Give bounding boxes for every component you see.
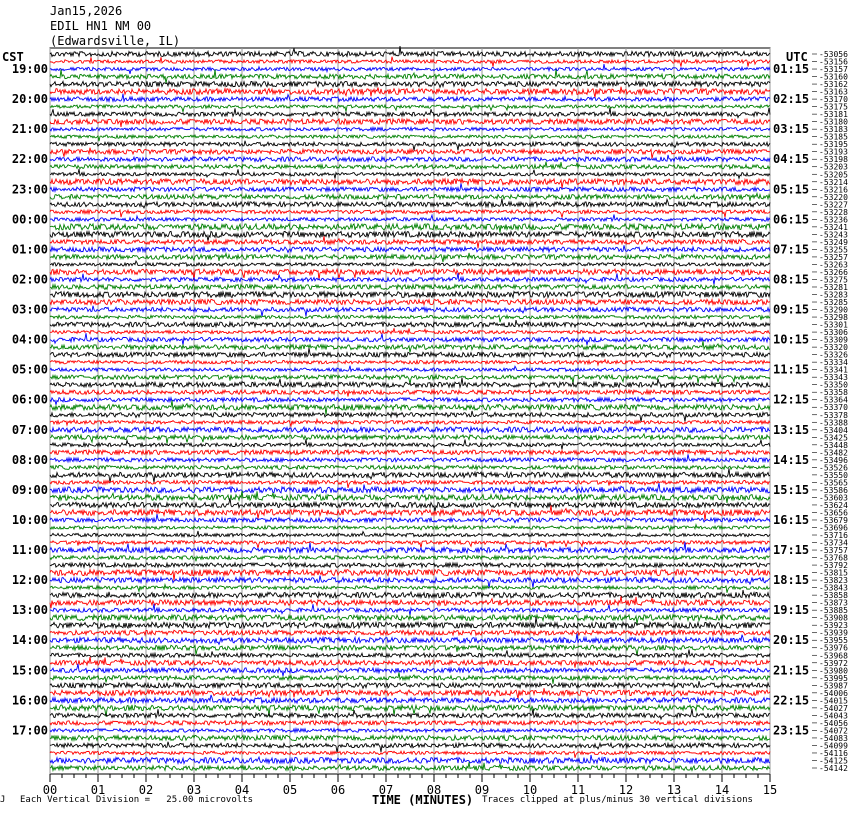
seismic-trace	[50, 664, 770, 676]
left-hour-label: 23:00	[11, 182, 48, 197]
right-hour-label: 16:15	[773, 513, 810, 527]
seismic-trace	[50, 105, 770, 112]
x-tick-label: 14	[714, 783, 730, 797]
right-hour-label: 18:15	[773, 573, 810, 588]
trace-value-label: -53734	[819, 538, 848, 548]
trace-value-label: -53193	[819, 147, 848, 157]
trace-value-label: -53301	[819, 320, 848, 330]
trace-value-label: -53203	[819, 162, 848, 172]
trace-value-label: -53309	[819, 335, 848, 345]
trace-value-label: -54006	[819, 688, 848, 698]
seismic-trace	[50, 615, 770, 624]
header-date: Jan15,2026	[50, 4, 123, 18]
seismic-trace	[50, 729, 770, 733]
trace-value-label: -53987	[819, 681, 848, 691]
trace-value-label: -53995	[819, 673, 848, 683]
trace-value-label: -53370	[819, 403, 848, 413]
seismic-trace	[50, 465, 770, 469]
left-hour-label: 05:00	[11, 362, 48, 377]
header-location: (Edwardsville, IL)	[50, 34, 181, 48]
x-tick-label: 07	[378, 783, 394, 797]
seismic-trace	[50, 87, 770, 98]
left-hour-label: 03:00	[11, 302, 48, 317]
trace-value-label: -53656	[819, 508, 848, 518]
trace-value-label: -53757	[819, 546, 848, 555]
left-hour-label: 06:00	[11, 392, 48, 407]
trace-value-label: -53858	[819, 591, 848, 601]
left-hour-label: 15:00	[11, 663, 48, 678]
seismic-trace	[50, 148, 770, 159]
header-station: EDIL HN1 NM 00	[50, 19, 152, 33]
trace-value-label: -53939	[819, 628, 848, 638]
seismic-trace	[50, 390, 770, 397]
seismic-trace	[50, 556, 770, 562]
trace-value-label: -53281	[819, 283, 848, 292]
left-hour-label: 20:00	[11, 92, 48, 107]
seismic-trace	[50, 751, 770, 758]
seismic-trace	[50, 273, 770, 285]
right-hour-label: 10:15	[773, 332, 810, 347]
seismic-trace	[50, 531, 770, 537]
trace-value-label: -53163	[819, 87, 848, 97]
trace-value-label: -53236	[819, 215, 848, 225]
left-hour-label: 02:00	[11, 272, 48, 287]
seismic-trace	[50, 69, 770, 83]
trace-value-label: -53183	[819, 125, 848, 135]
right-hour-label: 06:15	[773, 212, 810, 227]
trace-value-label: -53198	[819, 155, 848, 165]
x-tick-label: 13	[666, 783, 682, 797]
trace-value-label: -53320	[819, 343, 848, 353]
trace-value-label: -54116	[819, 749, 848, 758]
right-hour-label: 22:15	[773, 693, 810, 708]
left-hour-label: 00:00	[11, 212, 48, 227]
right-hour-label: 04:15	[773, 152, 810, 167]
right-hour-label: 08:15	[773, 272, 810, 287]
trace-value-label: -53266	[819, 268, 848, 277]
trace-value-label: -53768	[819, 553, 848, 563]
x-tick-label: 09	[474, 783, 490, 797]
seismic-trace	[50, 360, 770, 365]
trace-value-label: -53255	[819, 245, 848, 255]
seismic-trace	[50, 299, 770, 304]
seismic-trace	[50, 183, 770, 191]
trace-value-label: -53624	[819, 500, 848, 510]
trace-value-label: -53843	[819, 583, 848, 593]
trace-value-label: -53227	[819, 200, 848, 210]
trace-value-label: -53968	[819, 651, 848, 661]
left-hour-label: 21:00	[11, 122, 48, 137]
right-hour-label: 03:15	[773, 122, 810, 137]
seismic-trace	[50, 94, 770, 102]
seismic-trace	[50, 762, 770, 770]
trace-value-label: -54083	[819, 733, 848, 743]
left-hour-label: 14:00	[11, 633, 48, 648]
trace-value-label: -54027	[819, 703, 848, 713]
seismic-trace	[50, 341, 770, 352]
trace-value-label: -53976	[819, 643, 848, 653]
trace-value-label: -53162	[819, 80, 848, 90]
seismic-trace	[50, 366, 770, 372]
trace-value-label: -53815	[819, 568, 848, 578]
trace-value-label: -53156	[819, 57, 848, 67]
seismic-trace	[50, 261, 770, 266]
x-tick-label: 00	[42, 783, 58, 797]
trace-value-label: -53448	[819, 440, 848, 450]
trace-value-label: -53249	[819, 237, 848, 247]
right-hour-label: 17:15	[773, 543, 810, 557]
trace-value-label: -53873	[819, 598, 848, 608]
seismic-trace	[50, 681, 770, 688]
x-tick-label: 12	[618, 783, 634, 797]
seismic-trace	[50, 236, 770, 248]
trace-value-label: -53404	[819, 425, 848, 435]
seismic-trace	[50, 596, 770, 608]
seismic-trace	[50, 525, 770, 531]
left-hour-label: 19:00	[11, 62, 48, 76]
left-hour-label: 10:00	[11, 513, 48, 527]
trace-value-label: -53185	[819, 132, 848, 142]
seismic-trace	[50, 328, 770, 334]
right-hour-label: 13:15	[773, 422, 810, 437]
trace-value-label: -53180	[819, 117, 848, 127]
seismic-trace	[50, 253, 770, 262]
right-hour-label: 19:15	[773, 603, 810, 618]
x-tick-label: 15	[762, 783, 778, 797]
trace-value-label: -53216	[819, 185, 848, 195]
seismic-trace	[50, 306, 770, 317]
trace-value-label: -53565	[819, 478, 848, 488]
right-hour-label: 12:15	[773, 392, 810, 407]
trace-value-label: -53550	[819, 470, 848, 480]
trace-value-label: -53823	[819, 576, 848, 586]
trace-value-label: -53923	[819, 621, 848, 631]
right-hour-label: 07:15	[773, 242, 810, 257]
left-hour-label: 11:00	[11, 543, 48, 557]
seismic-trace	[50, 411, 770, 422]
trace-value-label: -54099	[819, 741, 848, 751]
seismic-trace	[50, 224, 770, 233]
trace-value-label: -53343	[819, 373, 848, 383]
left-hour-label: 07:00	[11, 422, 48, 437]
seismic-trace	[50, 419, 770, 426]
seismic-trace	[50, 483, 770, 493]
x-tick-label: 02	[138, 783, 154, 797]
trace-value-label: -53586	[819, 485, 848, 495]
trace-value-label: -53326	[819, 350, 848, 360]
trace-value-label: -53285	[819, 298, 848, 307]
seismic-trace	[50, 320, 770, 327]
trace-value-label: -53496	[819, 455, 848, 465]
right-hour-label: 23:15	[773, 723, 810, 738]
right-hour-label: 21:15	[773, 663, 810, 678]
right-hour-label: 20:15	[773, 633, 810, 648]
trace-value-label: -53679	[819, 516, 848, 525]
trace-value-label: -53350	[819, 380, 848, 390]
seismic-trace	[50, 210, 770, 218]
seismic-trace	[50, 563, 770, 568]
left-hour-label: 16:00	[11, 693, 48, 708]
seismic-trace	[50, 755, 770, 763]
left-hour-label: 17:00	[11, 723, 48, 738]
x-axis-title: TIME (MINUTES)	[372, 793, 474, 807]
seismic-trace	[50, 454, 770, 462]
left-hour-label: 09:00	[11, 482, 48, 497]
trace-value-label: -54056	[819, 718, 848, 728]
left-timezone-label: CST	[2, 50, 24, 64]
trace-value-label: -53955	[819, 636, 848, 646]
left-hour-label: 22:00	[11, 152, 48, 167]
x-tick-label: 08	[426, 783, 442, 797]
trace-value-label: -53220	[819, 192, 848, 202]
right-hour-label: 14:15	[773, 452, 810, 467]
seismic-trace	[50, 179, 770, 188]
trace-value-label: -53364	[819, 395, 848, 405]
trace-value-label: -53257	[819, 252, 848, 262]
trace-value-label: -53341	[819, 365, 848, 375]
x-tick-label: 10	[522, 783, 538, 797]
seismic-trace	[50, 269, 770, 281]
seismic-trace	[50, 481, 770, 488]
seismic-trace	[50, 108, 770, 118]
trace-value-label: -53195	[819, 140, 848, 150]
seismic-trace	[50, 673, 770, 684]
trace-value-label: -53157	[819, 65, 848, 74]
seismic-trace	[50, 162, 770, 169]
seismic-trace	[50, 169, 770, 179]
seismic-trace	[50, 426, 770, 432]
seismic-trace	[50, 721, 770, 725]
trace-value-label: -53696	[819, 523, 848, 533]
trace-value-label: -53716	[819, 531, 848, 540]
trace-value-label: -53175	[819, 102, 848, 112]
seismic-trace	[50, 585, 770, 593]
trace-value-label: -54043	[819, 711, 848, 721]
trace-value-label: -53160	[819, 72, 848, 82]
x-tick-label: 11	[570, 783, 586, 797]
clip-note: Traces clipped at plus/minus 30 vertical divisions	[482, 795, 753, 805]
left-hour-label: 08:00	[11, 452, 48, 467]
trace-value-label: -53388	[819, 418, 848, 428]
seismic-trace	[50, 542, 770, 553]
trace-value-label: -53526	[819, 463, 848, 473]
right-timezone-label: UTC	[786, 50, 808, 64]
seismic-trace	[50, 193, 770, 200]
right-hour-label: 11:15	[773, 362, 810, 377]
trace-value-label: -53181	[819, 110, 848, 120]
seismic-trace	[50, 398, 770, 405]
left-hour-label: 12:00	[11, 573, 48, 588]
right-hour-label: 01:15	[773, 62, 810, 76]
trace-value-label: -53170	[819, 95, 848, 105]
seismic-trace	[50, 135, 770, 141]
seismic-trace	[50, 155, 770, 162]
left-hour-label: 01:00	[11, 242, 48, 257]
x-tick-label: 06	[330, 783, 346, 797]
right-hour-label: 09:15	[773, 302, 810, 317]
trace-value-label: -53056	[819, 50, 848, 59]
scale-note: Each Vertical Division = 25.00 microvolts	[20, 795, 253, 805]
seismic-trace	[50, 590, 770, 598]
seismic-trace	[50, 315, 770, 322]
trace-value-label: -53378	[819, 410, 848, 420]
seismic-trace	[50, 215, 770, 222]
trace-value-label: -53243	[819, 230, 848, 240]
right-hour-label: 02:15	[773, 92, 810, 107]
trace-value-label: -53425	[819, 433, 848, 443]
seismic-trace	[50, 450, 770, 455]
trace-value-label: -53908	[819, 613, 848, 623]
seismic-trace	[50, 333, 770, 345]
trace-value-label: -53263	[819, 260, 848, 270]
footer-mark: J	[0, 795, 6, 805]
left-hour-label: 13:00	[11, 603, 48, 618]
x-tick-label: 03	[186, 783, 202, 797]
trace-value-label: -53205	[819, 170, 848, 180]
trace-value-label: -53298	[819, 313, 848, 323]
trace-value-label: -53334	[819, 358, 848, 368]
trace-value-label: -54142	[819, 764, 848, 773]
trace-value-label: -53241	[819, 222, 848, 232]
trace-value-label: -53283	[819, 290, 848, 300]
trace-value-label: -53980	[819, 666, 848, 676]
trace-value-label: -53482	[819, 448, 848, 458]
trace-value-label: -53228	[819, 207, 848, 217]
trace-value-label: -54015	[819, 696, 848, 706]
seismic-trace	[50, 617, 770, 628]
trace-value-label: -53290	[819, 305, 848, 315]
trace-value-label: -53972	[819, 658, 848, 668]
seismic-trace	[50, 57, 770, 67]
trace-value-label: -53792	[819, 561, 848, 571]
x-tick-label: 01	[90, 783, 106, 797]
seismic-trace	[50, 434, 770, 444]
seismic-trace	[50, 657, 770, 668]
trace-value-label: -53275	[819, 275, 848, 285]
seismic-trace	[50, 119, 770, 127]
seismic-trace	[50, 400, 770, 415]
seismic-trace	[50, 81, 770, 87]
trace-value-label: -53885	[819, 606, 848, 616]
seismic-trace	[50, 541, 770, 549]
seismic-trace	[50, 285, 770, 290]
trace-value-label: -53603	[819, 493, 848, 503]
seismic-trace	[50, 245, 770, 252]
seismic-trace	[50, 630, 770, 635]
x-tick-label: 04	[234, 783, 250, 797]
trace-value-label: -53214	[819, 177, 848, 187]
trace-value-label: -53306	[819, 328, 848, 338]
seismic-trace	[50, 64, 770, 74]
seismic-trace	[50, 695, 770, 703]
x-tick-label: 05	[282, 783, 298, 797]
right-hour-label: 05:15	[773, 182, 810, 197]
trace-value-label: -54125	[819, 756, 848, 766]
left-hour-label: 04:00	[11, 332, 48, 347]
seismic-trace	[50, 688, 770, 699]
right-hour-label: 15:15	[773, 482, 810, 497]
seismic-trace	[50, 735, 770, 740]
trace-value-label: -54072	[819, 726, 848, 736]
trace-value-label: -53358	[819, 388, 848, 398]
seismic-trace	[50, 127, 770, 130]
seismic-trace	[50, 292, 770, 298]
seismic-trace	[50, 742, 770, 753]
